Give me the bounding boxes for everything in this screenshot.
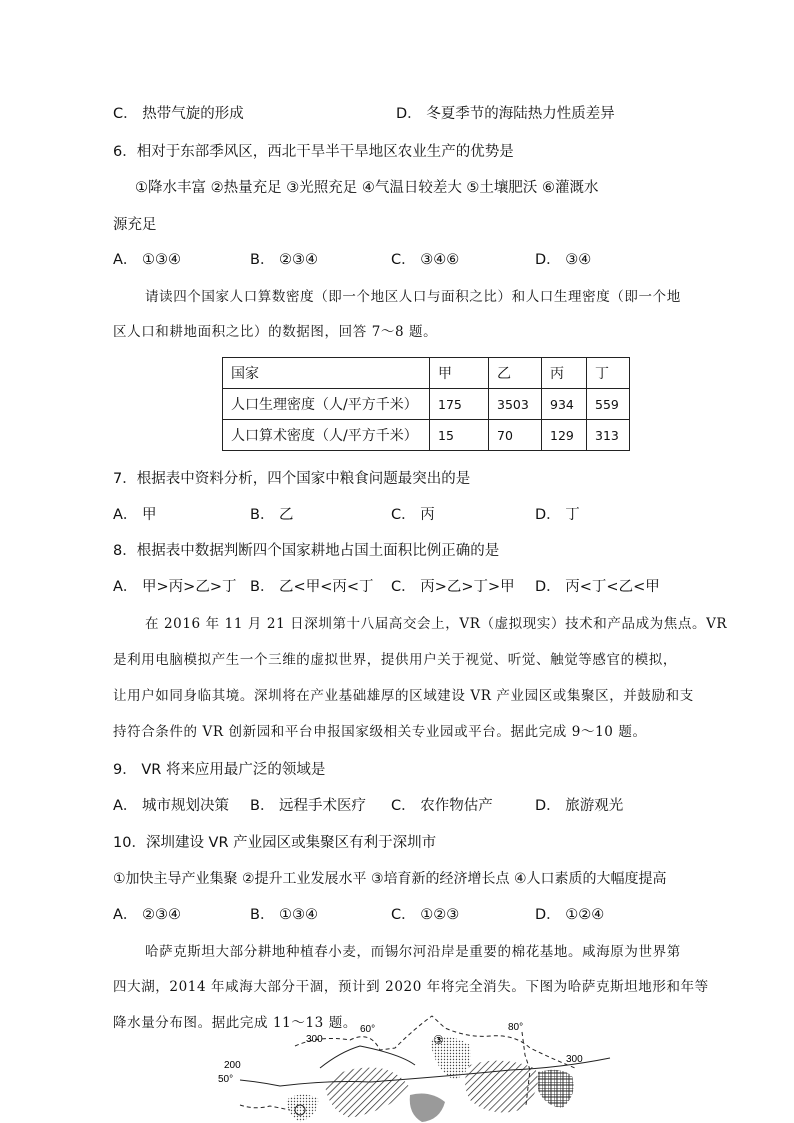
table-cell: 313 bbox=[587, 420, 630, 451]
map-shaded-region bbox=[325, 1068, 410, 1118]
passage1-line2: 区人口和耕地面积之比）的数据图，回答 7～8 题。 bbox=[113, 324, 438, 340]
map-label-longitude: 60° bbox=[360, 1024, 376, 1035]
q10-option-c: C． ①②③ bbox=[391, 907, 460, 923]
q9-option-d: D． 旅游观光 bbox=[535, 798, 624, 814]
passage3-line1: 哈萨克斯坦大部分耕地种植春小麦，而锡尔河沿岸是重要的棉花基地。咸海原为世界第 bbox=[145, 944, 681, 960]
map-label-isohyet: 300 bbox=[566, 1054, 583, 1065]
q10-option-d: D． ①②④ bbox=[535, 907, 605, 923]
q8-stem: 8．根据表中数据判断四个国家耕地占国土面积比例正确的是 bbox=[113, 543, 500, 559]
passage3-line2: 四大湖，2014 年咸海大部分干涸，预计到 2020 年将完全消失。下图为哈萨克斯坦地形和年等 bbox=[113, 979, 709, 995]
q6-items-cont: 源充足 bbox=[113, 217, 157, 233]
table-cell: 129 bbox=[542, 420, 587, 451]
table-row bbox=[223, 389, 630, 420]
table-cell: 175 bbox=[430, 389, 489, 420]
table-cell: 人口生理密度（人/平方千米） bbox=[223, 389, 430, 420]
q7-option-a: A． 甲 bbox=[113, 507, 157, 523]
table-cell: 559 bbox=[587, 389, 630, 420]
q5-option-c: C． 热带气旋的形成 bbox=[113, 106, 244, 122]
map-label-region: ③ bbox=[433, 1033, 444, 1047]
q10-option-a: A． ②③④ bbox=[113, 907, 182, 923]
q10-option-b: B． ①③④ bbox=[250, 907, 319, 923]
q9-stem: 9． VR 将来应用最广泛的领域是 bbox=[113, 762, 326, 778]
q6-option-d: D． ③④ bbox=[535, 252, 592, 268]
passage2-line1: 在 2016 年 11 月 21 日深圳第十八届高交会上，VR（虚拟现实）技术和产品成为焦点。VR bbox=[145, 616, 728, 632]
q6-option-c: C． ③④⑥ bbox=[391, 252, 460, 268]
passage2-line2: 是利用电脑模拟产生一个三维的虚拟世界，提供用户关于视觉、听觉、触觉等感官的模拟， bbox=[113, 652, 677, 668]
q8-option-b: B． 乙<甲<丙<丁 bbox=[250, 579, 374, 595]
table-header-cell: 甲 bbox=[430, 358, 489, 389]
q6-stem: 6．相对于东部季风区，西北干旱半干旱地区农业生产的优势是 bbox=[113, 144, 514, 160]
passage1-line1: 请读四个国家人口算数密度（即一个地区人口与面积之比）和人口生理密度（即一个地 bbox=[145, 289, 681, 305]
table-header-cell: 国家 bbox=[223, 358, 430, 389]
table-header-cell: 丙 bbox=[542, 358, 587, 389]
table-cell: 15 bbox=[430, 420, 489, 451]
q9-option-c: C． 农作物估产 bbox=[391, 798, 493, 814]
q9-option-b: B． 远程手术医疗 bbox=[250, 798, 367, 814]
q7-option-b: B． 乙 bbox=[250, 507, 294, 523]
map-river-line bbox=[320, 1046, 415, 1068]
q8-option-a: A． 甲>丙>乙>丁 bbox=[113, 579, 237, 595]
table-header-row bbox=[223, 358, 630, 389]
map-border-line bbox=[240, 1105, 290, 1110]
map-shaded-region bbox=[286, 1094, 318, 1122]
passage2-line3: 让用户如同身临其境。深圳将在产业基础雄厚的区域建设 VR 产业园区或集聚区，并鼓励和支 bbox=[113, 688, 694, 704]
table-header-cell: 丁 bbox=[587, 358, 630, 389]
q5-option-d: D． 冬夏季节的海陆热力性质差异 bbox=[396, 106, 615, 122]
q8-option-c: C． 丙>乙>丁>甲 bbox=[391, 579, 515, 595]
table-cell: 人口算术密度（人/平方千米） bbox=[223, 420, 430, 451]
q10-stem: 10．深圳建设 VR 产业园区或集聚区有利于深圳市 bbox=[113, 835, 437, 851]
passage2-line4: 持符合条件的 VR 创新园和平台申报国家级相关专业园或平台。据此完成 9～10 题。 bbox=[113, 724, 647, 740]
map-shaded-region bbox=[410, 1094, 445, 1122]
table-header-cell: 乙 bbox=[489, 358, 542, 389]
map-label-latitude: 50° bbox=[218, 1074, 234, 1085]
q7-stem: 7．根据表中资料分析，四个国家中粮食问题最突出的是 bbox=[113, 471, 471, 487]
q10-items: ①加快主导产业集聚 ②提升工业发展水平 ③培育新的经济增长点 ④人口素质的大幅度提高 bbox=[113, 871, 667, 887]
table-cell: 70 bbox=[489, 420, 542, 451]
density-table bbox=[222, 357, 630, 451]
q7-option-d: D． 丁 bbox=[535, 507, 580, 523]
map-label-isohyet: 300 bbox=[306, 1034, 323, 1045]
q9-option-a: A． 城市规划决策 bbox=[113, 798, 230, 814]
q6-items: ①降水丰富 ②热量充足 ③光照充足 ④气温日较差大 ⑤土壤肥沃 ⑥灌溉水 bbox=[135, 180, 599, 196]
table-cell: 3503 bbox=[489, 389, 542, 420]
table-cell: 934 bbox=[542, 389, 587, 420]
passage3-line3: 降水量分布图。据此完成 11～13 题。 bbox=[113, 1015, 357, 1031]
q6-option-b: B． ②③④ bbox=[250, 252, 319, 268]
kazakhstan-map-figure bbox=[200, 1010, 620, 1123]
q6-option-a: A． ①③④ bbox=[113, 252, 182, 268]
map-shaded-region bbox=[538, 1070, 574, 1108]
table-row bbox=[223, 420, 630, 451]
map-label-longitude: 80° bbox=[508, 1022, 524, 1033]
q7-option-c: C． 丙 bbox=[391, 507, 435, 523]
q8-option-d: D． 丙<丁<乙<甲 bbox=[535, 579, 660, 595]
map-label-isohyet: 200 bbox=[224, 1060, 241, 1071]
map-shaded-region bbox=[465, 1061, 538, 1113]
